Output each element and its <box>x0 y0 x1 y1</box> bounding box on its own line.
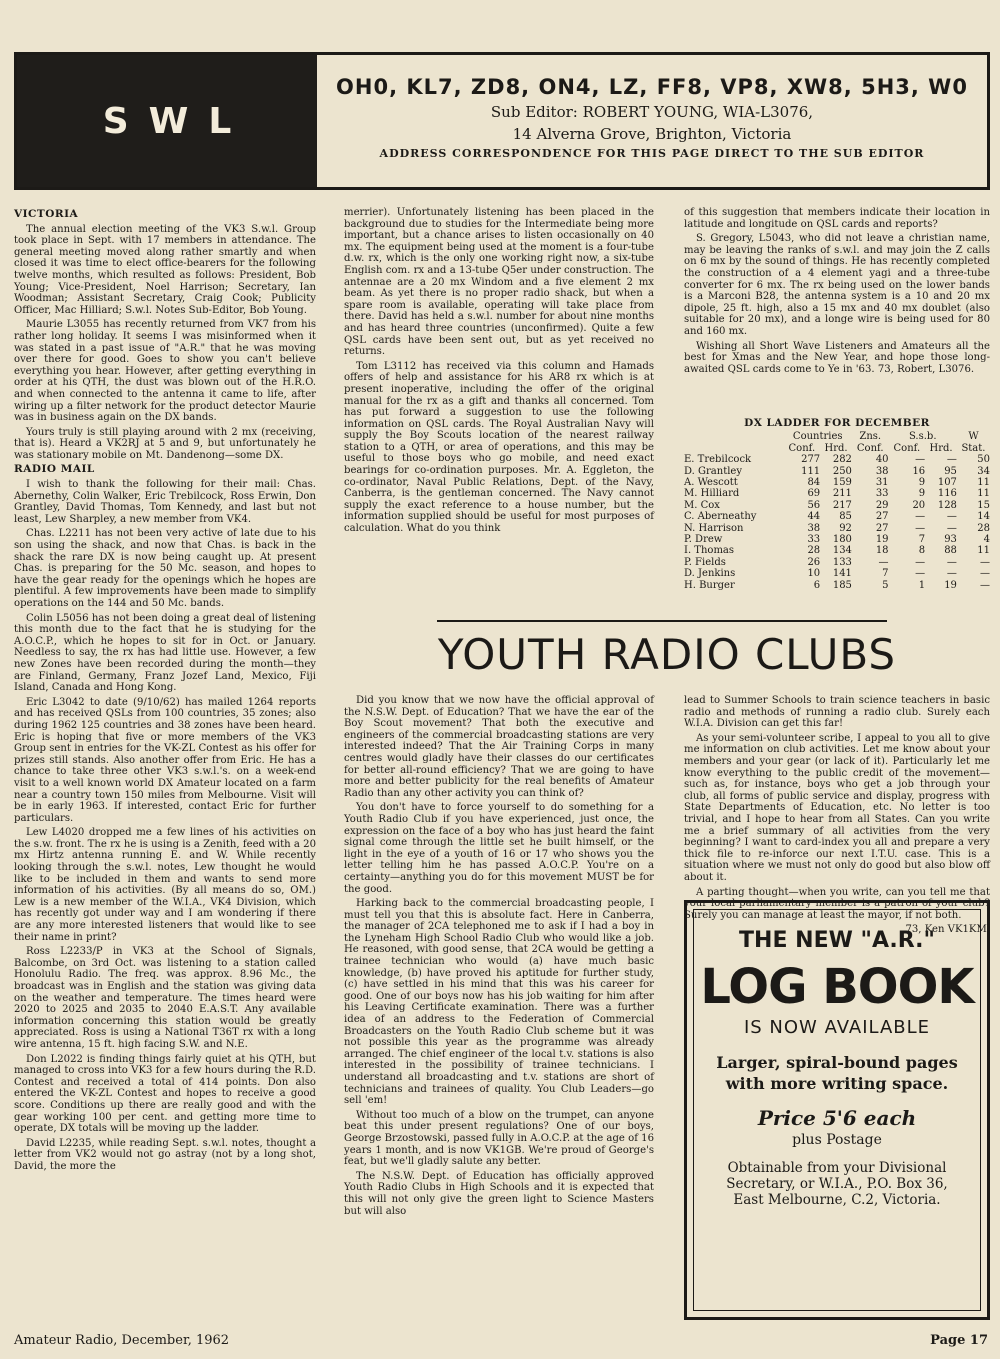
dx-ladder-row <box>684 477 990 488</box>
ladder-value-cell: 9 <box>918 477 926 489</box>
sub-editor: Sub Editor: ROBERT YOUNG, WIA-L3076, <box>490 103 814 121</box>
ladder-value-cell: 33 <box>807 534 821 546</box>
ladder-value-cell: 107 <box>937 477 957 489</box>
paragraph: Colin L5056 has not been doing a great deal of listening this month due to the fact that he is studying for the A.O.C.P., which he hopes to sit for in Oct. or January. Needless to say, the rx has had little use. However, a few new Zones have been recorded during the month—they are Finland, Germany, Franz Jozef Land, Mexico, Fiji Island, Canada and Hong Kong. <box>14 612 316 694</box>
header-calls: OH0, KL7, ZD8, ON4, LZ, FF8, VP8, XW8, 5H3, W0 <box>336 75 968 99</box>
paragraph: I wish to thank the following for their mail: Chas. Abernethy, Colin Walker, Eric Trebilcock, Ross Erwin, Don Grantley, David Thomas, Tom Kennedy, and last but not least, Lew Sharpley, a new member from VK4. <box>14 479 316 525</box>
ladder-value-cell: 38 <box>875 465 889 477</box>
header-ssb-hrd: Hrd. <box>929 442 953 454</box>
ladder-value-cell: 33 <box>875 488 889 500</box>
ladder-value-cell: 50 <box>977 454 990 466</box>
dx-ladder <box>684 418 990 591</box>
ladder-value-cell: 28 <box>977 522 990 534</box>
ladder-value-cell: 27 <box>875 511 889 523</box>
ladder-value-cell: 282 <box>832 454 852 466</box>
youth-radio-clubs-title: YOUTH RADIO CLUBS <box>437 630 897 679</box>
ladder-value-cell: 26 <box>807 556 821 568</box>
header-countries: Countries <box>792 431 843 443</box>
ladder-value-cell: 38 <box>807 522 821 534</box>
paragraph: Lew L4020 dropped me a few lines of his activities on the s.w. front. The rx he is using is a Zenith, feed with a 20 mx Hirtz antenna running E. and W. While recently looking through the s.w.l. notes, Lew thought he would like to be included in them and wants to send more information of his activities. (By all means do so, OM.) Lew is a new member of the W.I.A., VK4 Division, which has recently got under way and I am wondering if there are any more interested listeners that would like to see their name in print? <box>14 827 316 943</box>
ladder-value-cell: 7 <box>918 534 926 546</box>
header-zns-conf: Conf. <box>856 442 884 454</box>
ladder-value-cell: 44 <box>807 511 821 523</box>
ladder-value-cell: — <box>980 556 990 568</box>
section-divider <box>437 620 887 622</box>
heading-radio-mail: RADIO MAIL <box>14 463 95 476</box>
ladder-value-cell: 9 <box>918 488 926 500</box>
ladder-value-cell: 84 <box>807 477 821 489</box>
dx-ladder-row <box>684 545 990 556</box>
ladder-name-cell: H. Burger <box>684 579 735 591</box>
ladder-value-cell: 28 <box>807 545 821 557</box>
dx-ladder-row <box>684 580 990 591</box>
ladder-name-cell: P. Drew <box>684 534 723 546</box>
ladder-value-cell: — <box>915 511 926 523</box>
ladder-value-cell: 31 <box>875 477 889 489</box>
ladder-value-cell: 159 <box>832 477 852 489</box>
header-blank <box>684 431 784 442</box>
ladder-value-cell: — <box>915 454 926 466</box>
youth-column-2 <box>684 695 990 936</box>
ladder-value-cell: 1 <box>918 579 926 591</box>
ad-price: Price 5'6 each <box>757 1106 917 1130</box>
ladder-value-cell: 11 <box>977 488 990 500</box>
swl-title-box <box>17 55 317 187</box>
dx-ladder-row <box>684 534 990 545</box>
ladder-name-cell: A. Wescott <box>684 477 738 489</box>
ladder-value-cell: 217 <box>832 499 852 511</box>
dx-ladder-row <box>684 466 990 477</box>
ladder-name-cell: M. Cox <box>684 499 720 511</box>
ladder-value-cell: — <box>946 522 957 534</box>
ladder-value-cell: — <box>946 454 957 466</box>
ladder-value-cell: 20 <box>912 499 926 511</box>
ladder-value-cell: 133 <box>832 556 852 568</box>
ladder-value-cell: — <box>915 556 926 568</box>
header-blank <box>684 443 784 454</box>
column-2 <box>344 207 654 602</box>
paragraph: The annual election meeting of the VK3 S.w.l. Group took place in Sept. with 17 members in attendance. The general meeting moved along rather smartly and when closed it was time to elect office-bearers for the following twelve months, which resulted as follows: President, Bob Young; Vice-President, Noel Harrison; Secretary, Ian Woodman; Assistant Secretary, Craig Cook; Publicity Officer, Mac Hilliard; S.w.l. Notes Sub-Editor, Bob Young. <box>14 223 316 316</box>
ladder-name-cell: P. Fields <box>684 556 726 568</box>
ladder-value-cell: 56 <box>807 499 821 511</box>
ladder-value-cell: 27 <box>875 522 889 534</box>
correspondence-note: ADDRESS CORRESPONDENCE FOR THIS PAGE DIRECT TO THE SUB EDITOR <box>379 147 925 160</box>
header-w: W <box>968 431 979 443</box>
heading-victoria: VICTORIA <box>14 208 79 220</box>
header-ssb-conf: Conf. <box>893 442 921 454</box>
ladder-value-cell: 40 <box>875 454 889 466</box>
ladder-value-cell: 93 <box>944 534 957 546</box>
ladder-value-cell: 14 <box>977 511 990 523</box>
paragraph: Tom L3112 has received via this column and Hamads offers of help and assistance for his AR8 rx which is at present inoperative, including the offer of the original manual for the rx as a gift and thanks all concerned. Tom has put forward a suggestion to use the following information on QSL cards. The Royal Australian Navy will supply the Boy Scouts location of the nearest railway station to a QTH, or area of operations, and this may be useful to those boys who go mobile, and need exact bearings for co-ordination purposes. Mr. A. Eggleton, the co-ordinator, Naval Public Relations, Dept. of the Navy, Canberra, is the gentleman concerned. The Navy cannot supply the exact reference to a house number, but the information supplied should be useful for most purposes of calculation. What do you think <box>344 360 654 535</box>
ladder-value-cell: 34 <box>977 465 990 477</box>
paragraph: Without too much of a blow on the trumpet, can anyone beat this under present regulations? One of our boys, George Brzostowski, passed fully in A.O.C.P. at the age of 16 years 1 month, and is now VK1GB. We're proud of George's feat, but we'll gladly salute any better. <box>344 1109 654 1168</box>
ladder-value-cell: — <box>980 579 990 591</box>
ladder-value-cell: 19 <box>944 579 957 591</box>
header-zns: Zns. <box>859 431 882 443</box>
paragraph: lead to Summer Schools to train science teachers in basic radio and methods of running a radio club. Surely each W.I.A. Division can get this far! <box>684 695 990 730</box>
ladder-value-cell: — <box>946 511 957 523</box>
ad-obtain-1: Obtainable from your Divisional <box>727 1160 947 1176</box>
ladder-value-cell: 6 <box>813 579 821 591</box>
dx-ladder-row <box>684 500 990 511</box>
ladder-value-cell: 15 <box>977 499 990 511</box>
column-1 <box>14 207 316 1317</box>
ladder-value-cell: 85 <box>839 511 852 523</box>
ladder-value-cell: 95 <box>944 465 957 477</box>
ladder-value-cell: 4 <box>983 534 990 546</box>
ladder-value-cell: 141 <box>832 568 852 580</box>
ladder-value-cell: 69 <box>807 488 821 500</box>
paragraph: Maurie L3055 has recently returned from VK7 from his rather long holiday. It seems I was misinformed when it was stated in a past issue of "A.R." that he was moving over there for good. Goes to show you can't believe everything you hear. However, after getting everything in order at his QTH, the dust was blown out of the H.R.O. and when connected to the antenna it came to life, after wiring up a filter network for the product detector Maurie was in business again on the DX bands. <box>14 319 316 424</box>
section-header <box>14 52 990 190</box>
ladder-value-cell: — <box>980 568 990 580</box>
ad-obtain-3: East Melbourne, C.2, Victoria. <box>733 1192 941 1208</box>
ladder-value-cell: 5 <box>882 579 889 591</box>
ladder-value-cell: 10 <box>807 568 821 580</box>
ad-inner-border <box>693 909 981 1311</box>
dx-ladder-rows <box>684 454 990 591</box>
sub-editor-address: 14 Alverna Grove, Brighton, Victoria <box>512 125 792 143</box>
ladder-value-cell: 92 <box>839 522 852 534</box>
ladder-name-cell: N. Harrison <box>684 522 744 534</box>
dx-ladder-title: DX LADDER FOR DECEMBER <box>744 417 930 429</box>
dx-ladder-row <box>684 557 990 568</box>
footer-page-number: Page 17 <box>930 1333 988 1348</box>
paragraph: Yours truly is still playing around with 2 mx (receiving, that is). Heard a VK2RJ at 5 and 9, but unfortunately he was stationary mobile on Mt. Dandenong—some DX. <box>14 426 316 461</box>
column-3 <box>684 207 990 422</box>
paragraph: S. Gregory, L5043, who did not leave a christian name, may be leaving the ranks of s.w.l. and may join the Z calls on 6 mx by the sound of things. He has recently completed the construction of a 4 element yagi and a three-tube converter for 6 mx. The rx being used on the lower bands is a Marconi B28, the antenna system is a 10 and 20 mx dipole, 25 ft. high, also a 15 mx and 40 mx doublet (also suitable for 20 mx), and a longe wire is being used for 80 and 160 mx. <box>684 233 990 337</box>
paragraph: Chas. L2211 has not been very active of late due to his son using the shack, and now that Chas. is back in the shack the rare DX is now being caught up. At present Chas. is preparing for the 50 Mc. season, and hopes to have the gear ready for the openings which he hopes are plentiful. A few improvements have been made to simplify operations on the 144 and 50 Mc. bands. <box>14 528 316 609</box>
paragraph: of this suggestion that members indicate their location in latitude and longitude on QSL cards and reports? <box>684 207 990 230</box>
dx-ladder-row <box>684 523 990 534</box>
ladder-name-cell: I. Thomas <box>684 545 735 557</box>
ad-line-log-book: LOG BOOK <box>700 959 974 1015</box>
section-title: SWL <box>102 100 252 142</box>
paragraph: The N.S.W. Dept. of Education has officially approved Youth Radio Clubs in High Schools and it is expected that this will not only give the green light to Science Masters but will also <box>344 1170 654 1217</box>
ad-line-space: with more writing space. <box>725 1074 949 1093</box>
paragraph: A parting thought—when you write, can you tell me that your local parliamentary member is a patron of your club? Surely you can manage at least the mayor, if not both. <box>684 886 990 921</box>
paragraph: Ross L2233/P in VK3 at the School of Signals, Balcombe, on 3rd Oct. was listening to a station called Honolulu Radio. The freq. was approx. 8.96 Mc., the broadcast was in English and the station was giving data on the weather and temperature. The times heard were 2020 to 2025 and 2035 to 2040 E.A.S.T. Any available information concerning this station would be greatly appreciated. Ross is using a National T36T rx with a long wire antenna, 15 ft. high facing S.W. and N.E. <box>14 946 316 1050</box>
paragraph: David L2235, while reading Sept. s.w.l. notes, thought a letter from VK2 would not go astray (not by a long shot, David, the more the <box>14 1137 316 1172</box>
ladder-name-cell: E. Trebilcock <box>684 454 752 466</box>
ladder-value-cell: — <box>915 522 926 534</box>
paragraph: merrier). Unfortunately listening has been placed in the background due to studies for the Intermediate being more important, but a chance arises to listen occasionally on 40 mx. The equipment being used at the moment is a four-tube d.w. rx, which is the only one working right now, a six-tube English com. rx and a 13-tube Q5er under construction. The antennae are a 20 mx Windom and a five element 2 mx beam. As yet there is no proper radio shack, but when a spare room is available, operating will take place from there. David has held a s.w.l. number for about nine months and has heard three countries (unconfirmed). Quite a few QSL cards have been sent out, but as yet received no returns. <box>344 207 654 358</box>
footer-publication: Amateur Radio, December, 1962 <box>14 1333 230 1348</box>
header-ssb: S.s.b. <box>908 431 937 443</box>
ladder-value-cell: 11 <box>977 477 990 489</box>
ladder-value-cell: 111 <box>801 465 821 477</box>
ladder-value-cell: 134 <box>832 545 852 557</box>
signature: 73, Ken VK1KM. <box>905 924 990 936</box>
header-stat: Stat. <box>961 442 986 454</box>
paragraph: Don L2022 is finding things fairly quiet at his QTH, but managed to cross into VK3 for a few hours during the R.D. Contest and received a total of 414 points. Don also entered the VK-ZL Contest and hopes to receive a good score. Conditions up there are really good and with the gear working 100 per cent. and getting more time to operate, DX totals will be moving up the ladder. <box>14 1053 316 1135</box>
paragraph: As your semi-volunteer scribe, I appeal to you all to give me information on club activities. Let me know about your members and your gear (or lack of it). Particularly let me know everything to the public credit of the movement—such as, for instance, boys who get a job through your club, all forms of public service and display, progress with State Departments of Education, etc. No letter is too trivial, and I hope to hear from all States. Can you write me a brief summary of all activities from the very beginning? I want to card-index you all and prepare a very thick file to re-inforce our next I.T.U. case. This is a situation where we must not only do good but also blow off about it. <box>684 732 990 883</box>
dx-ladder-row <box>684 568 990 579</box>
ladder-value-cell: 185 <box>832 579 852 591</box>
paragraph: Harking back to the commercial broadcasting people, I must tell you that this is absolute fact. Here in Canberra, the manager of 2CA telephoned me to ask if I had a boy in the Lyneham High School Radio Club who would like a job. He reasoned, with good sense, that 2CA would be getting a trainee technician who would (a) have much basic knowledge, (b) have proved his aptitude for further study, (c) have settled in his mind that this was his career for good. One of our boys now has his job waiting for him after his Leaving Certificate examination. There was a further idea of an address to the Federation of Commercial Broadcasters on the Youth Radio Club scheme but it was not possible this year as the programme was already arranged. The chief engineer of the local t.v. stations is also interested in the possibility of trainee technicians. I understand all broadcasting and t.v. stations are short of technicians and trainees of quality. You Club Leaders—go sell 'em! <box>344 898 654 1107</box>
ladder-value-cell: 88 <box>944 545 957 557</box>
header-conf: Conf. <box>788 442 816 454</box>
dx-ladder-table <box>684 431 990 591</box>
ladder-name-cell: D. Jenkins <box>684 568 736 580</box>
ladder-name-cell: M. Hilliard <box>684 488 740 500</box>
ladder-value-cell: 211 <box>832 488 852 500</box>
ad-line-available: IS NOW AVAILABLE <box>743 1017 931 1038</box>
ladder-value-cell: 29 <box>875 499 889 511</box>
ladder-value-cell: 16 <box>912 465 926 477</box>
dx-ladder-row <box>684 488 990 499</box>
ad-line-the-new: THE NEW "A.R." <box>739 928 935 953</box>
log-book-advertisement <box>684 900 990 1320</box>
ladder-value-cell: 116 <box>937 488 957 500</box>
ad-postage: plus Postage <box>792 1132 882 1148</box>
ladder-value-cell: 128 <box>937 499 957 511</box>
ladder-value-cell: 8 <box>918 545 926 557</box>
ad-obtain-2: Secretary, or W.I.A., P.O. Box 36, <box>726 1176 948 1192</box>
header-info <box>317 55 987 187</box>
youth-column-1 <box>344 695 654 1315</box>
ladder-value-cell: 11 <box>977 545 990 557</box>
paragraph: Wishing all Short Wave Listeners and Amateurs all the best for Xmas and the New Year, and hope those long-awaited QSL cards come to Ye in '63. 73, Robert, L3076. <box>684 340 990 375</box>
dx-ladder-row <box>684 511 990 522</box>
ad-line-larger: Larger, spiral-bound pages <box>716 1053 958 1072</box>
ladder-value-cell: — <box>946 568 957 580</box>
ladder-value-cell: 250 <box>832 465 852 477</box>
ladder-name-cell: C. Aberneathy <box>684 511 757 523</box>
ladder-value-cell: 277 <box>801 454 821 466</box>
ladder-value-cell: 7 <box>882 568 889 580</box>
header-hrd: Hrd. <box>824 442 848 454</box>
ladder-value-cell: — <box>878 556 889 568</box>
paragraph: Did you know that we now have the official approval of the N.S.W. Dept. of Education? That we have the ear of the Boy Scout movement? That both the executive and engineers of the commercial broadcasting stations are very interested indeed? That the Air Training Corps in many centres would gladly have their classes do our certificates for better all-round efficiency? That we are going to have more and better publicity for the real benefits of Amateur Radio than any other activity you can think of? <box>344 695 654 799</box>
ladder-value-cell: 18 <box>875 545 889 557</box>
ladder-value-cell: — <box>946 556 957 568</box>
paragraph: You don't have to force yourself to do something for a Youth Radio Club if you have experienced, just once, the expression on the face of a boy who has just heard the faint signal come through the little set he built himself, or the light in the eye of a youth of 16 or 17 who shows you the letter telling him he has passed A.O.C.P. You're on a certainty—anything you do for this movement MUST be for the good. <box>344 802 654 895</box>
ladder-name-cell: D. Grantley <box>684 465 742 477</box>
dx-ladder-row <box>684 454 990 465</box>
ladder-value-cell: 180 <box>832 534 852 546</box>
paragraph: Eric L3042 to date (9/10/62) has mailed 1264 reports and has received QSLs from 100 countries, 35 zones; also during 1962 125 countries and 38 zones have been heard. Eric is hoping that five or more members of the VK3 Group sent in entries for the VK-ZL Contest as his offer for prizes still stands. Also another offer from Eric. He has a chance to take three other VK3 s.w.l.'s. on a week-end visit to a well known world DX Amateur located on a farm near a country town 150 miles from Melbourne. Visit will be in early 1963. If interested, contact Eric for further particulars. <box>14 696 316 824</box>
ladder-value-cell: — <box>915 568 926 580</box>
ladder-value-cell: 19 <box>875 534 889 546</box>
